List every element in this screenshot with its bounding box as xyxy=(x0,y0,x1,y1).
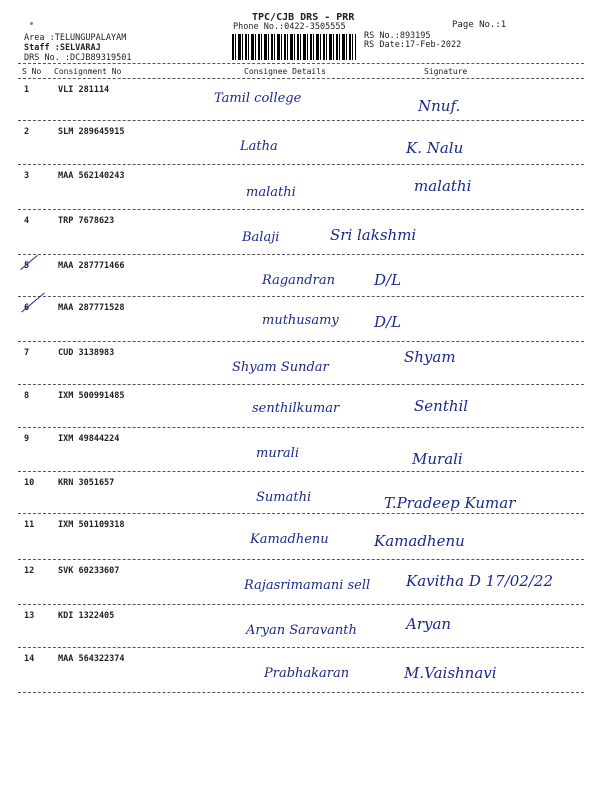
row-signature: D/L xyxy=(374,313,402,331)
row-sno: 10 xyxy=(24,478,35,488)
column-header-consignee: Consignee Details xyxy=(244,67,326,76)
area-field: Area :TELUNGUPALAYAM xyxy=(24,33,127,43)
row-sno: 13 xyxy=(24,611,35,621)
row-sno: 2 xyxy=(24,127,30,137)
row-divider xyxy=(18,341,584,342)
row-consignee-name: Ragandran xyxy=(262,273,335,288)
row-sno: 1 xyxy=(24,85,30,95)
row-signature: Kavitha D 17/02/22 xyxy=(406,572,553,590)
row-consignee-name: Latha xyxy=(240,139,278,154)
row-divider xyxy=(18,604,584,605)
row-consignment-no: IXM 500991485 xyxy=(58,391,125,401)
rs-date: RS Date:17-Feb-2022 xyxy=(364,40,462,50)
row-consignee-name: malathi xyxy=(246,185,296,200)
row-consignee-name: muthusamy xyxy=(262,313,339,328)
row-sno: 4 xyxy=(24,216,30,226)
row-consignment-no: SLM 289645915 xyxy=(58,127,125,137)
row-divider xyxy=(18,296,584,297)
row-sno: 7 xyxy=(24,348,30,358)
row-sno: 5 xyxy=(24,261,30,271)
row-divider xyxy=(18,647,584,648)
row-signature: D/L xyxy=(374,271,402,289)
row-sno: 14 xyxy=(24,654,35,664)
row-divider xyxy=(18,164,584,165)
row-consignee-name: Balaji xyxy=(242,230,280,245)
row-signature: Nnuf. xyxy=(418,97,461,115)
row-divider xyxy=(18,120,584,121)
row-signature: T.Pradeep Kumar xyxy=(384,494,516,512)
row-divider xyxy=(18,471,584,472)
row-consignment-no: KDI 1322405 xyxy=(58,611,115,621)
row-consignment-no: MAA 562140243 xyxy=(58,171,125,181)
staff-field: Staff :SELVARAJ xyxy=(24,43,101,53)
row-divider xyxy=(18,692,584,693)
row-consignment-no: CUD 3138983 xyxy=(58,348,115,358)
row-consignment-no: SVK 60233607 xyxy=(58,566,120,576)
row-consignee-name: Prabhakaran xyxy=(264,666,350,681)
row-signature: Aryan xyxy=(406,615,452,633)
row-signature: Shyam xyxy=(404,348,456,366)
row-sno: 9 xyxy=(24,434,30,444)
column-header-sno: S No xyxy=(22,67,42,76)
row-consignee-name: Sumathi xyxy=(256,490,312,505)
header-divider-bottom xyxy=(18,78,584,79)
row-consignment-no: MAA 564322374 xyxy=(58,654,125,664)
row-divider xyxy=(18,513,584,514)
header-divider-top xyxy=(18,63,584,64)
row-consignment-no: TRP 7678623 xyxy=(58,216,115,226)
column-header-consignment: Consignment No xyxy=(54,67,122,76)
row-signature: K. Nalu xyxy=(406,139,464,157)
row-consignee-name: murali xyxy=(256,446,299,461)
row-signature: malathi xyxy=(414,177,472,195)
row-consignment-no: IXM 501109318 xyxy=(58,520,125,530)
scan-speck xyxy=(30,22,33,25)
row-divider xyxy=(18,384,584,385)
row-sno: 3 xyxy=(24,171,30,181)
row-consignment-no: MAA 287771528 xyxy=(58,303,125,313)
row-sno: 8 xyxy=(24,391,30,401)
row-divider xyxy=(18,559,584,560)
row-consignee-name: Shyam Sundar xyxy=(232,360,329,375)
row-consignment-no: VLI 281114 xyxy=(58,85,110,95)
row-consignment-no: MAA 287771466 xyxy=(58,261,125,271)
row-consignee-name: Aryan Saravanth xyxy=(246,623,357,638)
row-sno: 11 xyxy=(24,520,35,530)
row-consignment-no: KRN 3051657 xyxy=(58,478,115,488)
row-consignee-name: Rajasrimamani sell xyxy=(244,578,371,593)
row-signature: Kamadhenu xyxy=(374,532,465,550)
row-signature: Murali xyxy=(412,450,463,468)
row-signature: Sri lakshmi xyxy=(330,226,417,244)
document-title: TPC/CJB DRS - PRR xyxy=(252,12,355,23)
row-sno: 6 xyxy=(24,303,30,313)
row-consignee-name: senthilkumar xyxy=(252,401,340,416)
row-signature: Senthil xyxy=(414,397,469,415)
row-divider xyxy=(18,254,584,255)
drs-number: DRS No. :DCJB89319501 xyxy=(24,53,132,63)
row-divider xyxy=(18,427,584,428)
phone-number: Phone No.:0422-3505555 xyxy=(233,22,346,32)
row-signature: M.Vaishnavi xyxy=(404,664,497,682)
row-consignee-name: Tamil college xyxy=(214,91,302,106)
row-consignment-no: IXM 49844224 xyxy=(58,434,120,444)
barcode xyxy=(232,34,356,60)
rs-number: RS No.:893195 xyxy=(364,31,431,41)
row-consignee-name: Kamadhenu xyxy=(250,532,329,547)
page-number: Page No.:1 xyxy=(452,20,507,30)
row-sno: 12 xyxy=(24,566,35,576)
column-header-signature: Signature xyxy=(424,67,468,76)
row-divider xyxy=(18,209,584,210)
